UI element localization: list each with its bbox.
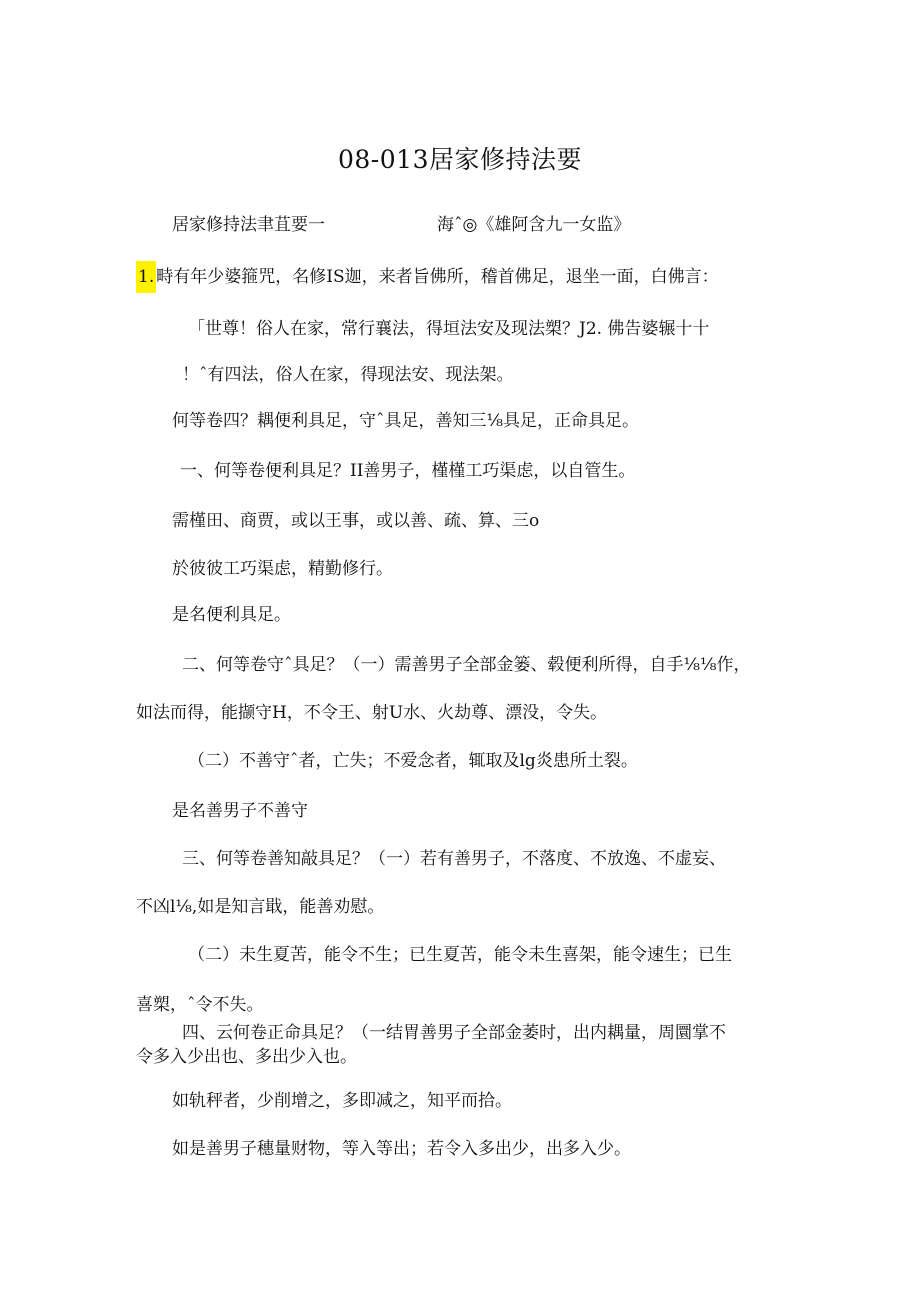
text-line: 令多入少出也、多出少入也。 <box>136 1047 357 1067</box>
highlighted-number: 1. <box>136 261 156 293</box>
text-line: 如轨秤者，少削增之，多即减之，知平而拾。 <box>172 1091 512 1111</box>
paragraph-1 <box>136 266 719 288</box>
text-line: 一、何等卷便利具足？II善男子，槿槿工巧渠虑，以自管生。 <box>180 461 636 481</box>
text-line: 是名善男子不善守 <box>172 801 308 821</box>
document-title: 08-013居家修持法要 <box>338 145 582 174</box>
text-line: ！ˆ有四法，俗人在家，得现法安、现法架。 <box>182 365 514 385</box>
text-line: 三、何等卷善知敲具足？（一）若有善男子，不落度、不放逸、不虚妄、 <box>182 849 726 869</box>
text-line: 如法而得，能撷守H，不令王、射U水、火劫尊、漂没，令失。 <box>136 703 608 723</box>
text-line: （二）不善守ˆ者，亡失；不爱念者，辄取及lg炎患所土裂。 <box>188 751 638 771</box>
text-line: 四、云何卷正命具足？（一结胃善男子全部金萎时，出内耦量，周圜掌不 <box>182 1023 726 1043</box>
text-line: 是名便利具足。 <box>172 605 291 625</box>
subheading-left: 居家修持法聿苴要一 <box>172 215 325 235</box>
text-line: 喜槊，ˆ令不失。 <box>136 995 264 1015</box>
text-line: 「世尊！俗人在家，常行襄法，得垣法安及现法槊？J2. 佛告婆辗十十 <box>188 319 710 339</box>
text-line: 二、何等卷守ˆ具足？（一）需善男子全部金篓、毂便利所得，自手⅛⅛作， <box>182 655 751 675</box>
paragraph-1-text: 畤有年少婆箍咒，名修IS迦，来者旨佛所，稽首佛足，退坐一面，白佛言： <box>156 267 719 287</box>
text-line: 需槿田、商贾，或以王事，或以善、疏、算、三o <box>172 511 540 531</box>
text-line: （二）未生夏苦，能令不生；已生夏苦，能令未生喜架，能令速生；已生 <box>188 945 732 965</box>
text-line: 如是善男子穗量财物，等入等出；若令入多出少，出多入少。 <box>172 1139 631 1159</box>
text-line: 何等卷四？耦便利具足，守ˆ具足，善知三⅛具足，正命具足。 <box>172 411 639 431</box>
text-line: 於彼彼工巧渠虑，精勤修行。 <box>172 559 393 579</box>
subheading-line <box>172 214 630 236</box>
subheading-right: 海ˆ◎《雄阿含九一女监》 <box>437 215 631 235</box>
text-line: 不凶l⅛,如是知言戢，能善劝慰。 <box>136 897 385 917</box>
